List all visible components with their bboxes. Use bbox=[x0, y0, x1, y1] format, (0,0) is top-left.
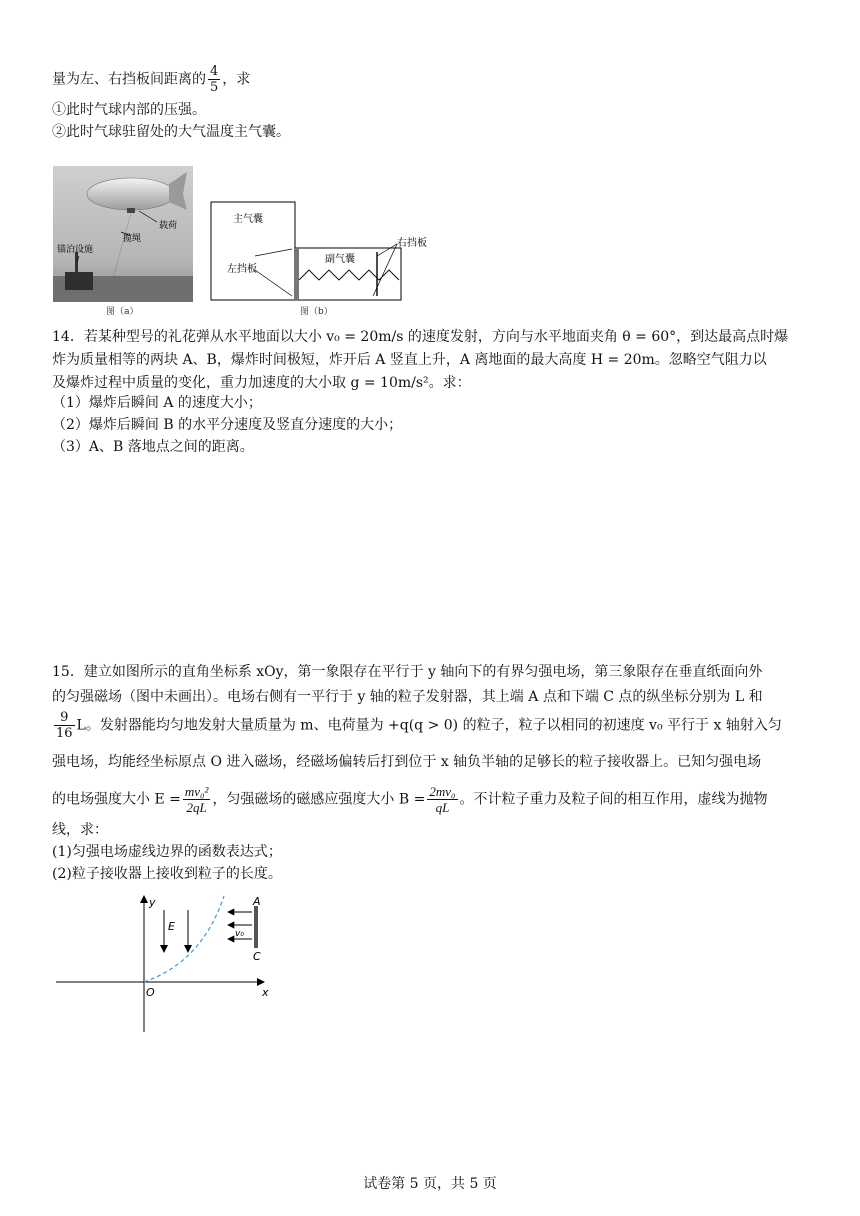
q14-line3: 及爆炸过程中质量的变化，重力加速度的大小取 g = 10m/s²。求： bbox=[52, 375, 471, 391]
label-anchor: 锚泊设施 bbox=[57, 245, 94, 255]
airship-hull bbox=[87, 178, 175, 210]
label-e: E bbox=[168, 920, 175, 933]
q13-line1-pre: 量为左、右挡板间距离的 bbox=[52, 71, 206, 88]
label-a: A bbox=[253, 895, 261, 908]
label-right-baffle: 右挡板 bbox=[397, 238, 427, 249]
q15-line4: 强电场，均能经坐标原点 O 进入磁场，经磁场偏转后打到位于 x 轴负半轴的足够长的粒子接收器上。已知匀强电场 bbox=[52, 754, 762, 770]
fraction-denominator: 5 bbox=[210, 80, 219, 95]
label-v0: v₀ bbox=[235, 929, 244, 939]
fraction-numerator: mv₀² bbox=[184, 784, 209, 799]
figure-a-photo bbox=[53, 166, 193, 302]
q15-line3 bbox=[52, 710, 782, 741]
label-load: 载荷 bbox=[159, 221, 178, 231]
figure-b-caption: 图（b） bbox=[300, 307, 333, 317]
q13-fraction bbox=[208, 64, 220, 95]
q15-line6: 线，求： bbox=[52, 822, 108, 838]
anchor-facility bbox=[65, 272, 93, 290]
left-baffle bbox=[294, 248, 299, 300]
airship-payload bbox=[127, 208, 135, 213]
q15-line1: 15．建立如图所示的直角坐标系 xOy，第一象限存在平行于 y 轴向下的有界匀强电场，第三象限存在垂直纸面向外 bbox=[52, 664, 763, 680]
q15-sub2: (2)粒子接收器上接收到粒子的长度。 bbox=[52, 866, 282, 882]
q13-line1-post: ，求 bbox=[222, 71, 251, 88]
q15-sub1: (1)匀强电场虚线边界的函数表达式； bbox=[52, 844, 282, 860]
label-origin: O bbox=[146, 986, 155, 999]
q15-fraction bbox=[54, 710, 75, 741]
q13-item2: ②此时气球驻留处的大气温度主气囊。 bbox=[52, 124, 290, 140]
fraction-numerator: 4 bbox=[210, 64, 219, 79]
label-x: x bbox=[262, 986, 269, 999]
fraction-numerator: 2mv₀ bbox=[429, 784, 456, 799]
label-main-bag: 主气囊 bbox=[233, 214, 263, 225]
figure-b-schematic bbox=[205, 196, 445, 304]
fraction-denominator: qL bbox=[435, 800, 450, 815]
figure-coordinate-system bbox=[52, 892, 282, 1034]
q15-line3-post: L。发射器能均匀地发射大量质量为 m、电荷量为 +q(q > 0) 的粒子，粒子以相同的初速度 v₀ 平行于 x 轴射入匀 bbox=[76, 717, 782, 734]
q14-sub3: （3）A、B 落地点之间的距离。 bbox=[52, 439, 254, 455]
q13-item1: ①此时气球内部的压强。 bbox=[52, 102, 206, 118]
figure-a-caption: 图（a） bbox=[106, 307, 139, 317]
fraction-denominator: 16 bbox=[56, 726, 73, 741]
q13-line1 bbox=[52, 64, 250, 95]
q14-line2: 炸为质量相等的两块 A、B，爆炸时间极短，炸开后 A 竖直上升，A 离地面的最大高度 H = 20m。忽略空气阻力以 bbox=[52, 352, 767, 368]
parabola-boundary bbox=[144, 896, 224, 982]
fraction-denominator: 2qL bbox=[186, 800, 207, 815]
label-c: C bbox=[253, 950, 261, 963]
e-field-fraction bbox=[183, 784, 211, 815]
q14-sub2: （2）爆炸后瞬间 B 的水平分速度及竖直分速度的大小； bbox=[52, 417, 403, 433]
label-rope: 揽绳 bbox=[123, 234, 142, 244]
particle-emitter bbox=[254, 906, 258, 948]
label-y: y bbox=[149, 896, 156, 909]
q15-line5 bbox=[52, 784, 768, 815]
q15-line2: 的匀强磁场（图中未画出）。电场右侧有一平行于 y 轴的粒子发射器，其上端 A 点和下端 C 点的纵坐标分别为 L 和 bbox=[52, 689, 763, 705]
fraction-numerator: 9 bbox=[54, 710, 75, 726]
label-sub-bag: 副气囊 bbox=[325, 254, 355, 265]
b-field-fraction bbox=[427, 784, 457, 815]
label-left-baffle: 左挡板 bbox=[227, 264, 257, 275]
page-footer: 试卷第 5 页，共 5 页 bbox=[363, 1176, 497, 1192]
q15-line5-post: 。不计粒子重力及粒子间的相互作用，虚线为抛物 bbox=[459, 791, 768, 808]
q15-line5-pre: 的电场强度大小 E = bbox=[52, 791, 181, 808]
q15-line5-mid: ，匀强磁场的磁感应强度大小 B = bbox=[212, 791, 426, 808]
q14-sub1: （1）爆炸后瞬间 A 的速度大小； bbox=[52, 395, 262, 411]
q14-line1: 14．若某种型号的礼花弹从水平地面以大小 v₀ = 20m/s 的速度发射，方向与水平地面夹角 θ = 60°，到达最高点时爆 bbox=[52, 329, 789, 345]
